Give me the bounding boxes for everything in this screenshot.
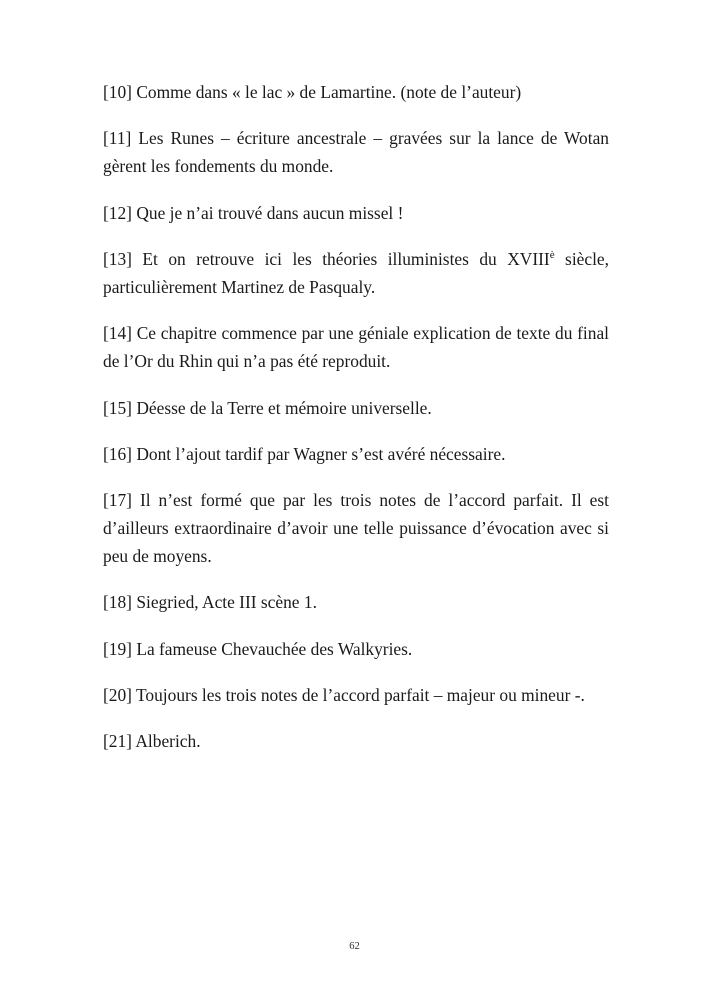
footnote-12 [103, 199, 609, 227]
footnote-20-text: [20] Toujours les trois notes de l’accord parfait – majeur ou mineur -. [103, 684, 585, 705]
footnote-15 [103, 394, 609, 422]
footnote-13-text-before: [13] Et on retrouve ici les théories illuministes du XVIII [103, 248, 550, 269]
footnote-21-text: [21] Alberich. [103, 731, 201, 751]
page-number: 62 [349, 941, 360, 952]
footnote-10-text: [10] Comme dans « le lac » de Lamartine. (note de l’auteur) [103, 82, 522, 102]
footnote-13-text-after: siècle, particulièrement Martinez de Pasqualy. [103, 248, 609, 297]
footnote-12-text: [12] Que je n’ai trouvé dans aucun missel ! [103, 202, 404, 223]
footnote-14 [103, 319, 609, 375]
footnote-16 [103, 440, 609, 468]
footnote-20 [103, 681, 609, 709]
footnote-11-text: [11] Les Runes – écriture ancestrale – gravées sur la lance de Wotan gèrent les fondements du monde. [103, 128, 609, 177]
footnote-19-text: [19] La fameuse Chevauchée des Walkyries. [103, 638, 413, 659]
footnote-16-text: [16] Dont l’ajout tardif par Wagner s’est avéré nécessaire. [103, 443, 506, 464]
footnote-17 [103, 486, 609, 571]
footnote-13 [103, 245, 609, 301]
footnote-21 [103, 727, 609, 755]
footnote-11 [103, 124, 609, 180]
footnote-18-text: [18] Siegried, Acte III scène 1. [103, 592, 317, 613]
footnote-18 [103, 588, 609, 616]
footnote-15-text: [15] Déesse de la Terre et mémoire universelle. [103, 397, 432, 418]
footnote-13-superscript: è [549, 248, 555, 261]
footnote-17-text: [17] Il n’est formé que par les trois notes de l’accord parfait. Il est d’ailleurs extraordinaire d’avoir une telle puissance d’évocation avec si peu de moyens. [103, 489, 609, 567]
footnote-10 [103, 78, 609, 106]
footnote-14-text: [14] Ce chapitre commence par une géniale explication de texte du final de l’Or du Rhin qui n’a pas été reproduit. [103, 323, 609, 372]
footnote-19 [103, 635, 609, 663]
